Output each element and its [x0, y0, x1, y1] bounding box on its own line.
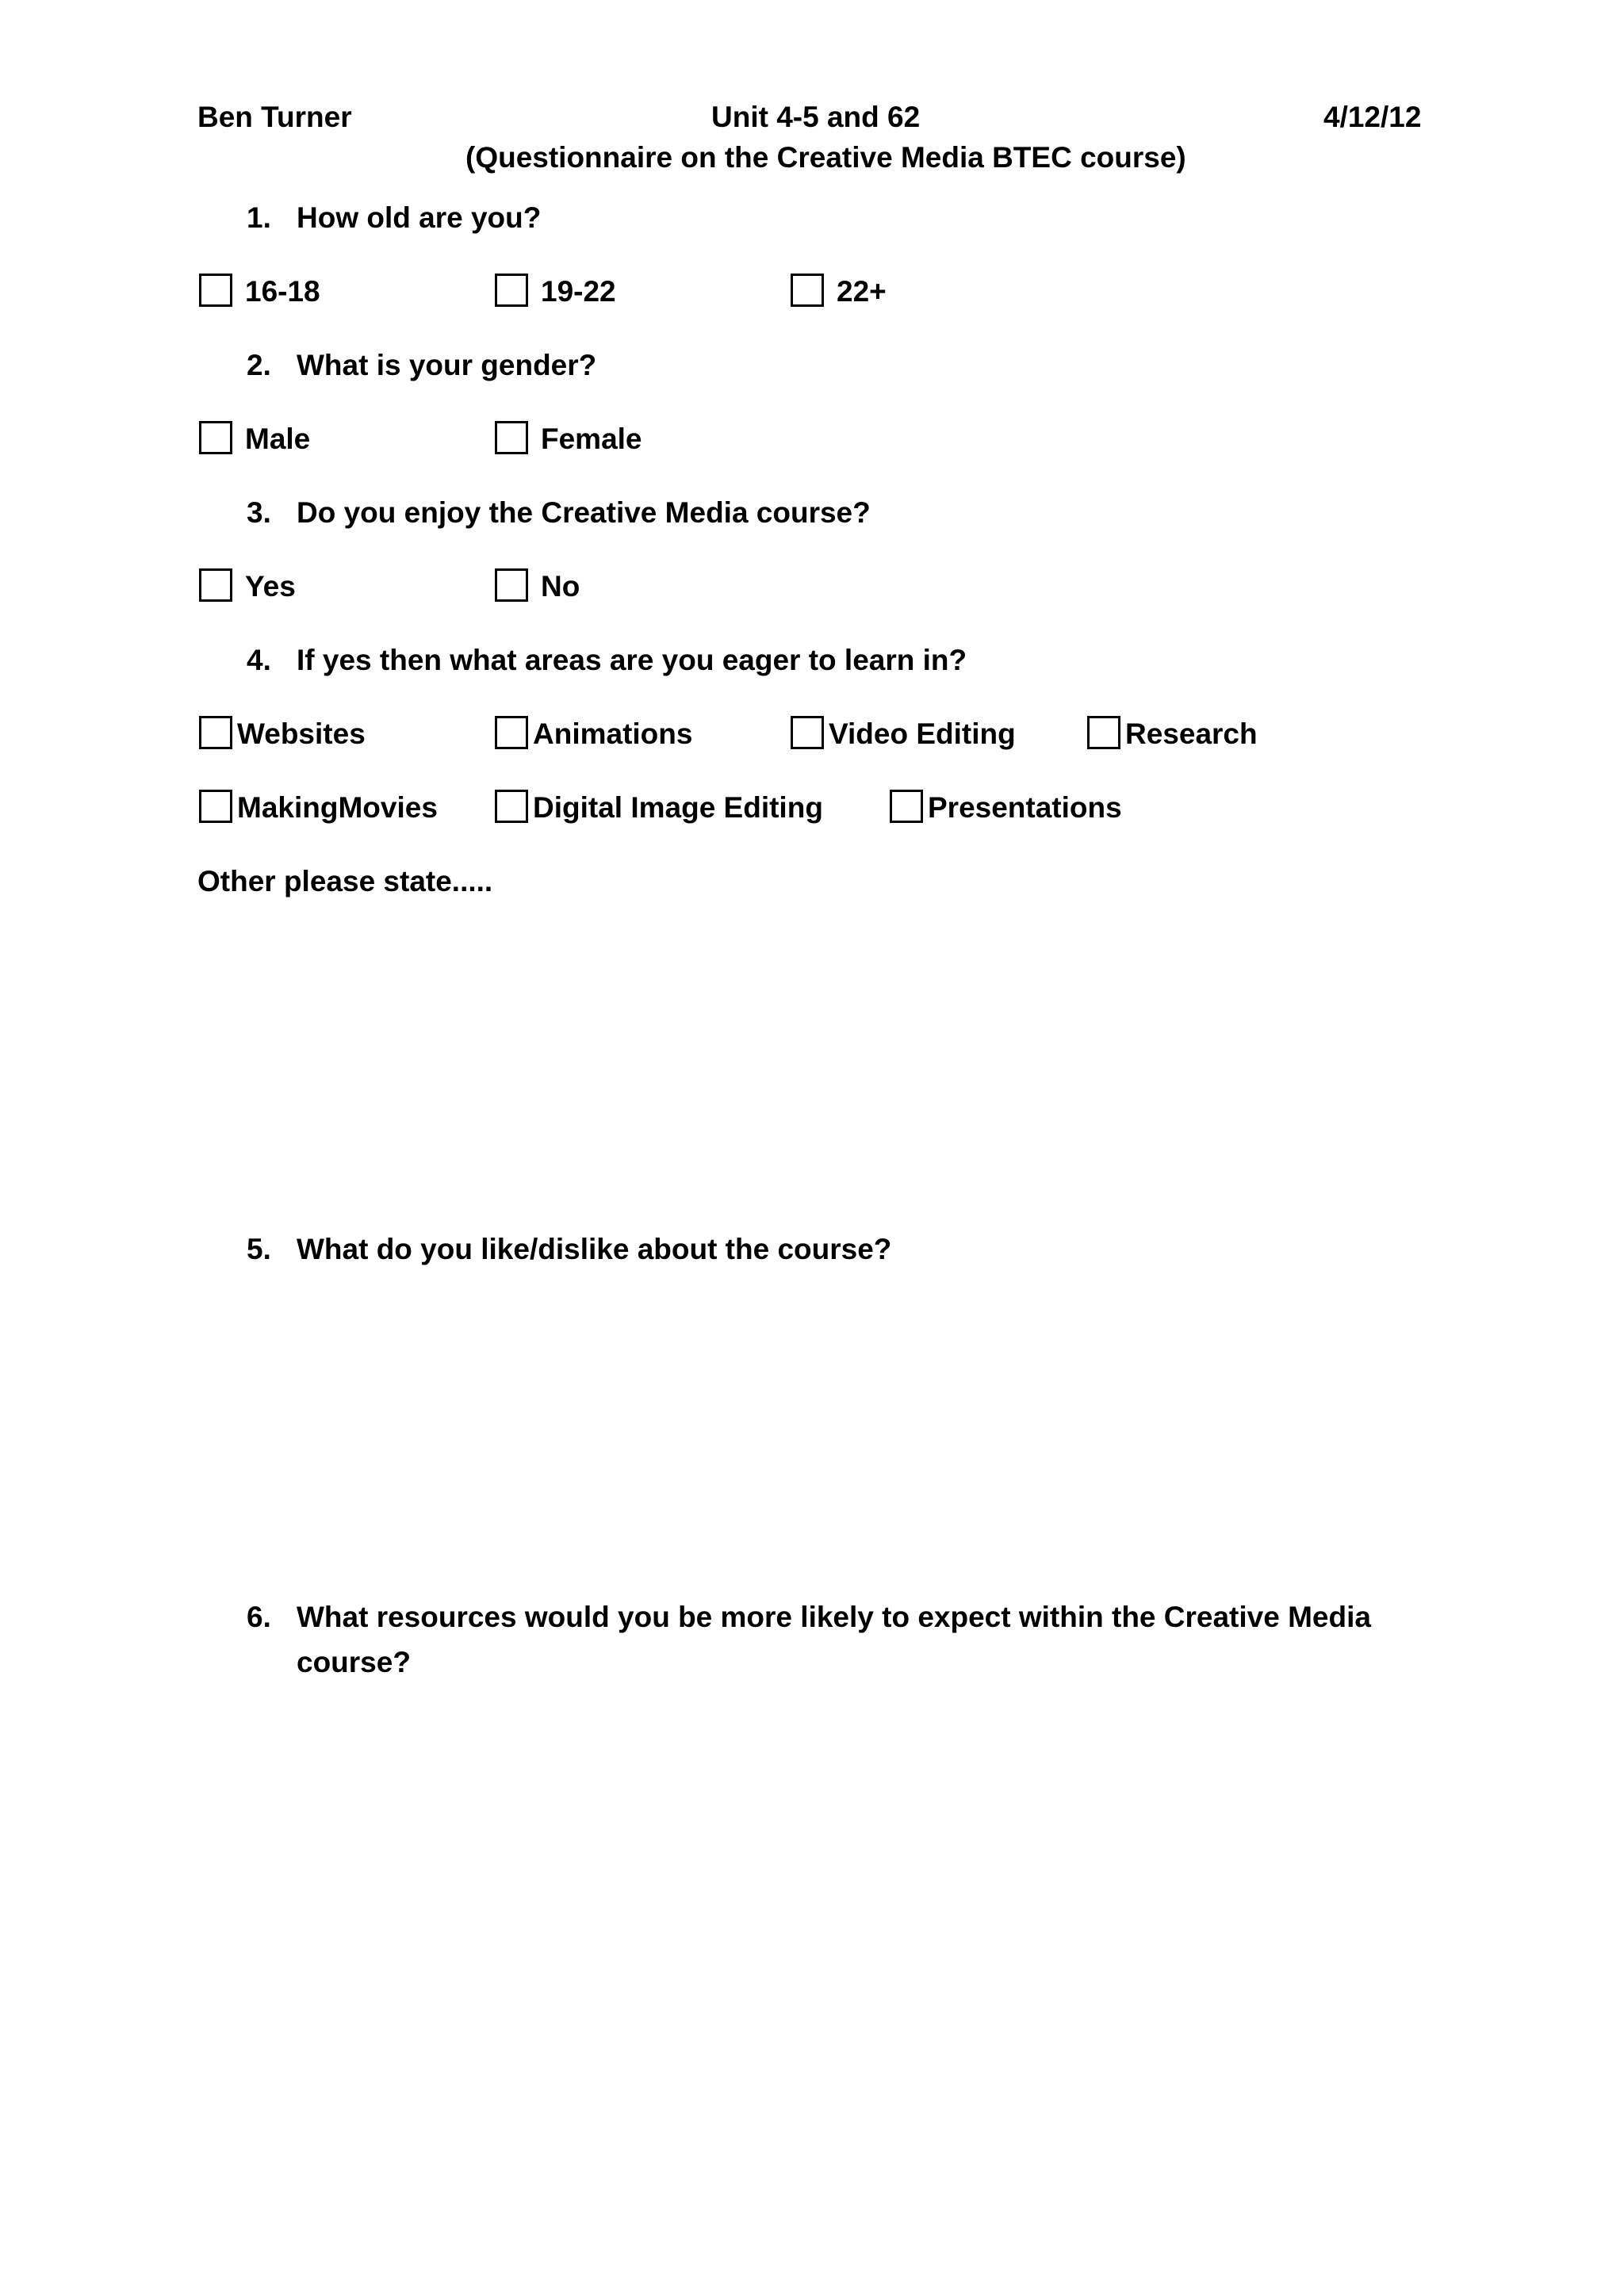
option-label-research: Research	[1125, 718, 1258, 750]
option-label-male: Male	[245, 423, 311, 455]
question-4-number: 4.	[247, 644, 271, 676]
checkbox-area-websites[interactable]	[199, 716, 232, 749]
checkbox-enjoy-no[interactable]	[495, 568, 528, 602]
checkbox-area-making-movies[interactable]	[199, 790, 232, 823]
document-date: 4/12/12	[1323, 101, 1422, 133]
checkbox-area-digital-image-editing[interactable]	[495, 790, 528, 823]
option-label-video-editing: Video Editing	[829, 718, 1016, 750]
author-name: Ben Turner	[197, 101, 352, 133]
option-label-yes: Yes	[245, 570, 296, 603]
option-label-making-movies: MakingMovies	[237, 791, 438, 824]
question-6-number: 6.	[247, 1601, 271, 1633]
option-label-no: No	[541, 570, 580, 603]
option-label-digital-image-editing: Digital Image Editing	[533, 791, 823, 824]
question-5-text: What do you like/dislike about the course?	[297, 1233, 892, 1265]
document-subtitle: (Questionnaire on the Creative Media BTEC course)	[465, 141, 1186, 174]
question-2-number: 2.	[247, 349, 271, 381]
question-3-number: 3.	[247, 496, 271, 529]
checkbox-gender-female[interactable]	[495, 421, 528, 454]
option-label-age-16-18: 16-18	[245, 275, 320, 308]
option-label-age-19-22: 19-22	[541, 275, 616, 308]
option-label-animations: Animations	[533, 718, 693, 750]
checkbox-age-19-22[interactable]	[495, 274, 528, 307]
option-label-presentations: Presentations	[928, 791, 1122, 824]
checkbox-age-16-18[interactable]	[199, 274, 232, 307]
option-label-websites: Websites	[237, 718, 366, 750]
checkbox-area-video-editing[interactable]	[791, 716, 824, 749]
question-1-text: How old are you?	[297, 201, 542, 234]
checkbox-area-research[interactable]	[1087, 716, 1120, 749]
option-label-female: Female	[541, 423, 642, 455]
other-please-state-label: Other please state.....	[197, 865, 493, 897]
question-1-number: 1.	[247, 201, 271, 234]
checkbox-age-22-plus[interactable]	[791, 274, 824, 307]
checkbox-enjoy-yes[interactable]	[199, 568, 232, 602]
question-4-text: If yes then what areas are you eager to learn in?	[297, 644, 967, 676]
question-6-text-line1: What resources would you be more likely to expect within the Creative Media	[297, 1601, 1371, 1633]
question-2-text: What is your gender?	[297, 349, 597, 381]
checkbox-area-animations[interactable]	[495, 716, 528, 749]
question-3-text: Do you enjoy the Creative Media course?	[297, 496, 871, 529]
unit-title: Unit 4-5 and 62	[711, 101, 921, 133]
checkbox-gender-male[interactable]	[199, 421, 232, 454]
option-label-age-22-plus: 22+	[837, 275, 887, 308]
question-6-text-line2: course?	[297, 1646, 411, 1678]
checkbox-area-presentations[interactable]	[890, 790, 923, 823]
question-5-number: 5.	[247, 1233, 271, 1265]
